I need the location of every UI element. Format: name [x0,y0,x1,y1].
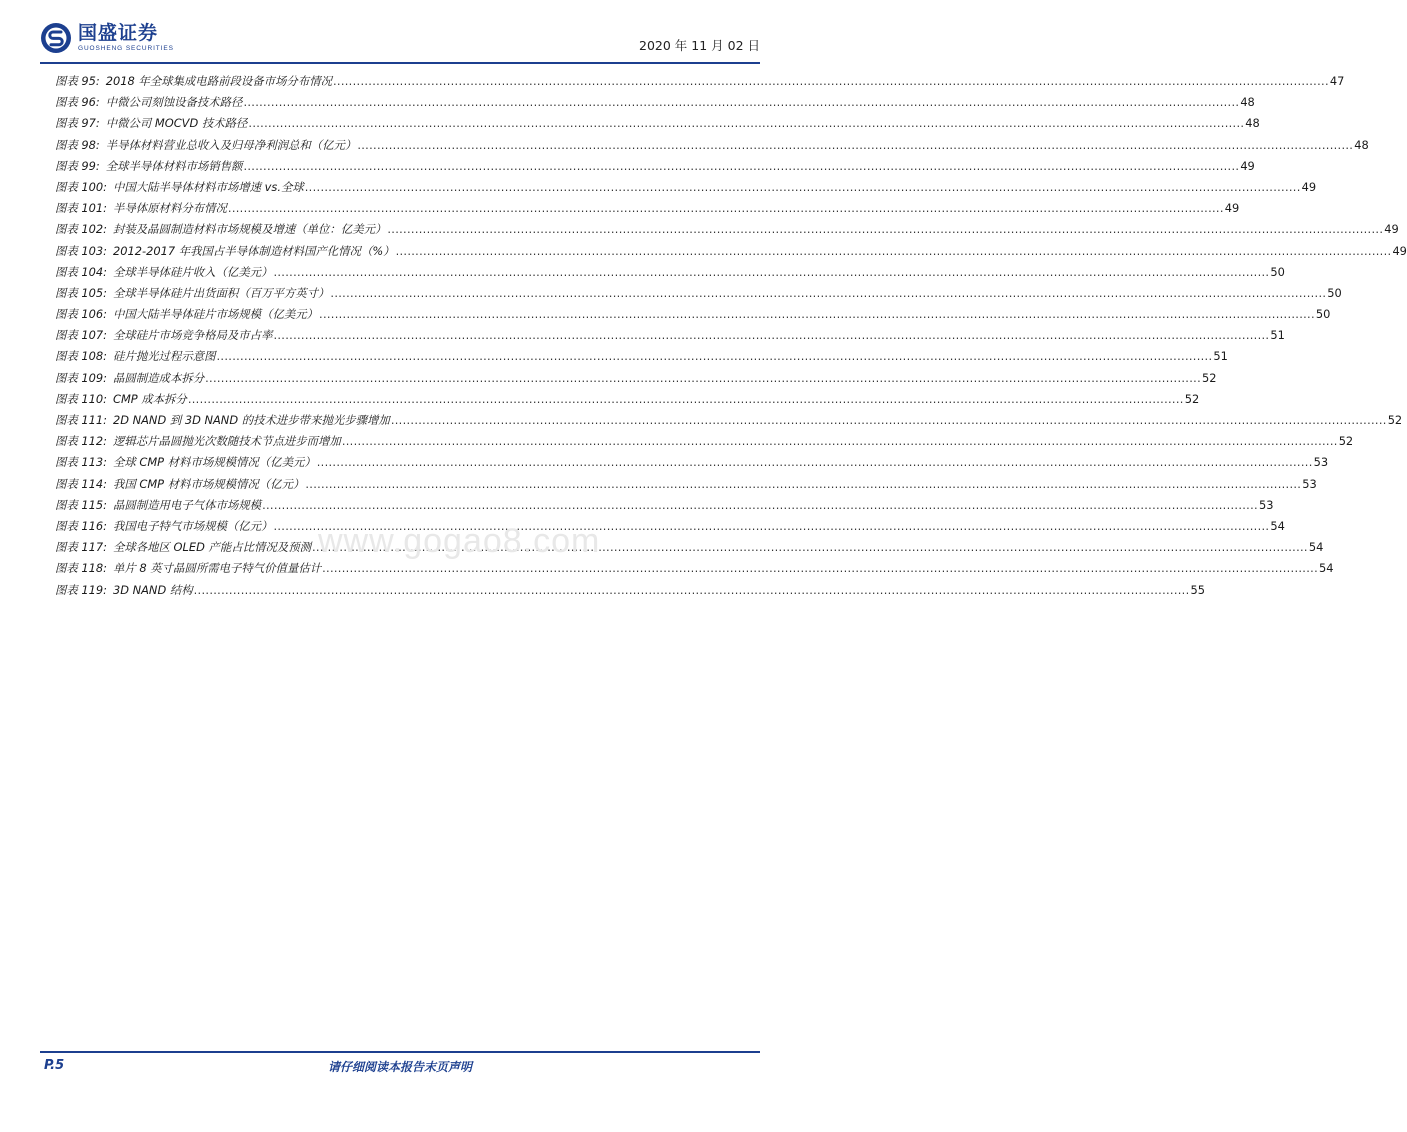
toc-entry[interactable] [55,198,1240,219]
toc-entry-label: 图表 112: [55,434,107,449]
toc-entry-title: 全球半导体材料市场销售额 [105,158,243,173]
toc-entry-title: 晶圆制造成本拆分 [112,370,205,385]
toc-entry-title: 半导体原材料分布情况 [112,201,227,216]
toc-leader-dots [205,368,1201,389]
toc-entry-page: 55 [1190,582,1206,597]
toc-entry-title: 全球 CMP 材料市场规模情况（亿美元） [112,455,316,470]
toc-entry-title: 3D NAND 结构 [112,582,193,597]
toc-entry-page: 49 [1392,243,1407,258]
toc-entry[interactable] [55,410,1403,431]
toc-entry-label: 图表 101: [55,201,107,216]
toc-entry-page: 49 [1224,201,1240,216]
footer-divider [40,1051,760,1053]
toc-entry-label: 图表 108: [55,349,107,364]
toc-entry-title: 逻辑芯片晶圆抛光次数随技术节点进步而增加 [112,434,341,449]
toc-entry-label: 图表 97: [55,116,100,131]
toc-leader-dots [262,495,1258,516]
toc-entry-title: CMP 成本拆分 [112,391,187,406]
toc-entry[interactable] [55,325,1285,346]
toc-entry[interactable] [55,495,1274,516]
toc-entry-label: 图表 115: [55,497,107,512]
toc-entry[interactable] [55,71,1345,92]
toc-entry-page: 49 [1384,222,1399,237]
page-header [40,20,760,60]
toc-entry-title: 2018 年全球集成电路前段设备市场分布情况 [105,74,332,88]
toc-entry-label: 图表 95: [55,74,100,88]
brand-name-cn: 国盛证券 [78,22,159,44]
toc-entry-page: 52 [1338,434,1354,449]
toc-entry-title: 中国大陆半导体硅片市场规模（亿美元） [112,307,319,322]
toc-leader-dots [333,71,1329,92]
toc-entry[interactable] [55,156,1255,177]
toc-entry[interactable] [55,389,1200,410]
toc-entry-title: 晶圆制造用电子气体市场规模 [112,497,262,512]
toc-leader-dots [243,156,1239,177]
toc-entry-label: 图表 111: [55,413,107,427]
figure-list [55,71,1407,601]
toc-entry-label: 图表 102: [55,222,107,237]
toc-entry-page: 48 [1240,95,1255,110]
toc-entry-label: 图表 109: [55,370,107,385]
toc-entry-title: 单片 8 英寸晶圆所需电子特气价值量估计 [112,561,322,576]
footer-disclaimer: 请仔细阅读本报告末页声明 [327,1060,472,1074]
toc-entry-title: 全球半导体硅片收入（亿美元） [112,264,273,279]
toc-entry-label: 图表 116: [55,518,107,533]
toc-entry-page: 48 [1245,116,1260,131]
toc-entry-title: 中微公司 MOCVD 技术路径 [105,116,248,131]
toc-entry-label: 图表 119: [55,582,107,597]
toc-entry-label: 图表 100: [55,179,107,194]
toc-entry-label: 图表 96: [55,95,100,110]
toc-leader-dots [342,431,1338,452]
toc-entry-title: 2012-2017 年我国占半导体制造材料国产化情况（%） [112,243,395,258]
toc-entry[interactable] [55,283,1342,304]
toc-entry[interactable] [55,516,1285,537]
toc-entry-page: 49 [1240,158,1255,173]
toc-leader-dots [194,580,1190,601]
toc-entry-page: 54 [1319,561,1334,576]
watermark: www.gogao8.com [318,522,601,560]
toc-entry-title: 中微公司刻蚀设备技术路径 [105,95,243,110]
toc-entry-label: 图表 104: [55,264,107,279]
toc-entry[interactable] [55,219,1399,240]
toc-entry-page: 48 [1354,137,1369,152]
toc-leader-dots [357,135,1353,156]
toc-entry-title: 全球硅片市场竞争格局及市占率 [112,328,273,343]
toc-entry-label: 图表 99: [55,158,100,173]
toc-leader-dots [305,177,1301,198]
toc-entry-page: 54 [1270,518,1285,533]
toc-entry-page: 51 [1213,349,1228,364]
report-date: 2020 年 11 月 02 日 [639,38,760,53]
toc-entry[interactable] [55,580,1206,601]
toc-leader-dots [330,283,1326,304]
toc-entry[interactable] [55,537,1324,558]
toc-entry-page: 49 [1301,179,1317,194]
toc-leader-dots [387,219,1383,240]
toc-entry[interactable] [55,262,1285,283]
toc-entry-page: 47 [1329,74,1345,88]
toc-entry-label: 图表 113: [55,455,107,470]
toc-entry-page: 53 [1302,476,1317,491]
toc-entry-title: 我国 CMP 材料市场规模情况（亿元） [112,476,305,491]
toc-leader-dots [188,389,1184,410]
toc-entry-page: 54 [1308,540,1324,555]
toc-entry[interactable] [55,304,1331,325]
toc-entry[interactable] [55,92,1255,113]
brand-logo [40,22,174,54]
toc-entry-label: 图表 118: [55,561,107,576]
toc-entry-label: 图表 105: [55,285,107,300]
toc-entry[interactable] [55,474,1317,495]
toc-entry-title: 半导体材料营业总收入及归母净利润总和（亿元） [105,137,357,152]
toc-entry-page: 51 [1270,328,1285,343]
toc-entry-page: 50 [1270,264,1285,279]
toc-entry-title: 全球各地区 OLED 产能占比情况及预测 [112,540,311,555]
toc-leader-dots [217,346,1213,367]
toc-leader-dots [322,558,1318,579]
toc-entry-page: 52 [1184,391,1200,406]
toc-leader-dots [243,92,1239,113]
toc-entry[interactable] [55,431,1354,452]
toc-entry-label: 图表 117: [55,540,107,555]
toc-entry[interactable] [55,452,1329,473]
toc-entry-page: 53 [1258,497,1274,512]
toc-entry-title: 硅片抛光过程示意图 [112,349,216,364]
toc-entry-page: 50 [1315,307,1331,322]
toc-entry-title: 我国电子特气市场规模（亿元） [112,518,273,533]
toc-leader-dots [273,325,1269,346]
page-number: P.5 [44,1058,65,1073]
brand-name-en: GUOSHENG SECURITIES [78,45,174,52]
toc-entry[interactable] [55,177,1317,198]
toc-entry-label: 图表 114: [55,476,107,491]
toc-entry-title: 中国大陆半导体材料市场增速 vs.全球 [112,179,304,194]
toc-leader-dots [248,113,1244,134]
toc-entry[interactable] [55,346,1228,367]
toc-leader-dots [391,410,1387,431]
toc-entry[interactable] [55,113,1260,134]
toc-leader-dots [273,516,1269,537]
toc-entry[interactable] [55,241,1407,262]
guosheng-logo-icon [40,22,72,54]
toc-entry-label: 图表 110: [55,391,107,406]
toc-entry-label: 图表 103: [55,243,107,258]
toc-leader-dots [273,262,1269,283]
toc-entry-label: 图表 98: [55,137,100,152]
toc-entry-title: 2D NAND 到 3D NAND 的技术进步带来抛光步骤增加 [112,413,390,427]
toc-leader-dots [317,452,1313,473]
toc-entry-page: 50 [1327,285,1342,300]
toc-leader-dots [312,537,1308,558]
toc-leader-dots [228,198,1224,219]
toc-leader-dots [396,241,1392,262]
toc-entry-page: 52 [1387,413,1403,427]
toc-entry[interactable] [55,368,1217,389]
toc-leader-dots [319,304,1315,325]
toc-entry-label: 图表 107: [55,328,107,343]
header-divider [40,62,760,64]
toc-entry-title: 封装及晶圆制造材料市场规模及增速（单位：亿美元） [112,222,387,237]
toc-entry-page: 52 [1202,370,1217,385]
toc-entry-page: 53 [1313,455,1329,470]
toc-entry[interactable] [55,135,1369,156]
toc-entry[interactable] [55,558,1334,579]
toc-entry-label: 图表 106: [55,307,107,322]
toc-entry-title: 全球半导体硅片出货面积（百万平方英寸） [112,285,330,300]
toc-leader-dots [305,474,1301,495]
